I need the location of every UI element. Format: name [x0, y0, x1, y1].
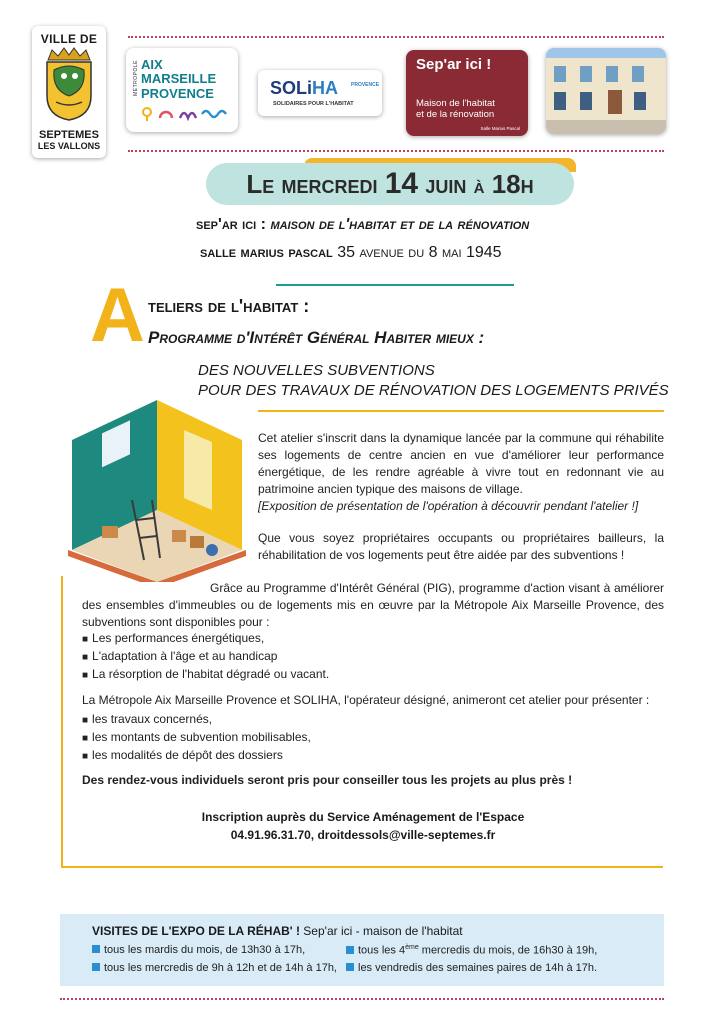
ville-logo-top: VILLE DE [40, 32, 98, 46]
bullet-square-icon [346, 963, 354, 971]
metropole-line3: PROVENCE [141, 86, 214, 101]
headline-day-number: 14 [384, 167, 419, 200]
soliha-name [270, 78, 338, 99]
visit-item [92, 962, 337, 974]
separ-hall: Salle Marius Pascal [480, 126, 520, 131]
visit-item-text: tous les mercredis de 9h à 12h et de 14h à 17h, [104, 962, 337, 974]
hall-name: salle marius pascal [200, 244, 333, 261]
programme-title: Programme d'Intérêt Général Habiter mieux : [148, 328, 485, 347]
content-frame-left [61, 576, 63, 868]
visit-item [346, 962, 597, 974]
exposition-note: [Exposition de présentation de l'opération à découvrir pendant l'atelier !] [258, 499, 639, 513]
address-line [200, 244, 660, 262]
visit-item-sup: ème [405, 944, 419, 951]
soliha-logo [258, 70, 382, 116]
yellow-divider [258, 410, 664, 412]
visits-title [92, 924, 463, 938]
separ-subtitle-1: Maison de l'habitat [416, 98, 495, 109]
list-item: ■ les travaux concernés, [82, 711, 311, 729]
subtitle-line-1: DES NOUVELLES SUBVENTIONS [198, 362, 435, 379]
visit-item-text: mercredis du mois, de 16h30 à 19h, [418, 944, 598, 957]
content-frame-bottom [61, 866, 663, 868]
street-address: 35 avenue du 8 mai 1945 [337, 244, 502, 261]
separ-subtitle-2: et de la rénovation [416, 109, 495, 120]
subtitle-line-2: POUR DES TRAVAUX DE RÉNOVATION DES LOGEMENTS PRIVÉS [198, 382, 669, 399]
visit-item-text: tous les mardis du mois, de 13h30 à 17h, [104, 944, 306, 956]
soliha-provence: PROVENCE [351, 82, 380, 88]
subsidy-list [82, 630, 329, 684]
intro-text: Cet atelier s'inscrit dans la dynamique lancée par la commune qui réhabilite ses logements de centre ancien en vue d'améliorer leur performance énergétique, de les rendre agréable à vivre tout en redonnant vie au patrimoine ancien typique des maisons de village. [258, 431, 664, 496]
separ-ici-logo [406, 50, 528, 136]
bullet-square-icon [346, 946, 354, 954]
soliha-tagline: SOLIDAIRES POUR L'HABITAT [273, 101, 354, 107]
headline-day-label: Le mercredi [246, 169, 378, 199]
bottom-dotted-rule [60, 998, 664, 1000]
soliha-name-a: SOLi [270, 78, 313, 98]
bullet-square-icon [92, 945, 100, 953]
visit-item [92, 944, 305, 956]
visits-title-rest: Sep'ar ici - maison de l'habitat [299, 924, 463, 938]
soliha-name-b: HA [312, 78, 339, 98]
topics-list [82, 711, 311, 765]
renovation-room-illustration [62, 400, 252, 582]
inscription-line: Inscription auprès du Service Aménagement de l'Espace [201, 810, 525, 824]
ateliers-title: teliers de l'habitat : [148, 296, 310, 316]
appointments-note: Des rendez-vous individuels seront pris pour conseiller tous les projets au plus près ! [82, 773, 573, 787]
intro-paragraph [258, 430, 664, 515]
ville-logo-sub: LES VALLONS [37, 141, 101, 151]
metropole-line1: AIX [141, 57, 163, 72]
ville-logo-name: SEPTEMES [39, 129, 99, 141]
list-item: ■ les modalités de dépôt des dossiers [82, 747, 311, 765]
visit-item [346, 944, 597, 957]
separ-title: Sep'ar ici ! [416, 56, 492, 73]
pig-paragraph: Grâce au Programme d'Intérêt Général (PIG), programme d'action visant à améliorer des ensembles d'immeubles ou de logements mis en œuvre par la Métropole Aix Marseille Provence, des subventions sont disponibles pour : [82, 581, 664, 629]
metropole-label: MÉTROPOLE [133, 60, 139, 96]
metropole-line2: MARSEILLE [141, 71, 217, 86]
list-item: ■ Les performances énergétiques, [82, 630, 329, 648]
headline-a: à [473, 173, 485, 198]
owners-paragraph: Que vous soyez propriétaires occupants ou propriétaires bailleurs, la réhabilitation de vos logements peut être aidée par des subventions ! [258, 531, 664, 562]
headline-month: juin [425, 169, 467, 199]
ville-logo [32, 26, 106, 158]
list-item: ■ L'adaptation à l'âge et au handicap [82, 648, 329, 666]
visit-item-text: tous les 4 [358, 944, 406, 957]
visit-item-text: les vendredis des semaines paires de 14h à 17h. [358, 962, 598, 974]
presenters-paragraph: La Métropole Aix Marseille Provence et SOLIHA, l'opérateur désigné, animeront cet atelier pour présenter : [82, 693, 650, 707]
list-item: ■ La résorption de l'habitat dégradé ou vacant. [82, 666, 329, 684]
headline-time: 18h [491, 169, 534, 199]
teal-divider [276, 284, 514, 286]
drop-cap-letter: A [90, 273, 145, 358]
metropole-waves-icon [142, 106, 228, 122]
top-dotted-rule [128, 36, 664, 38]
venue-name: sep'ar ici : [196, 216, 266, 233]
venue-line [196, 216, 656, 234]
event-date-headline [206, 163, 574, 205]
bullet-square-icon [92, 963, 100, 971]
metropole-logo [126, 48, 238, 132]
separ-subtitle [416, 98, 495, 120]
list-item: ■ les montants de subvention mobilisables, [82, 729, 311, 747]
building-photo [546, 48, 666, 134]
building-illustration-icon [546, 48, 666, 134]
coat-of-arms-icon [42, 46, 96, 122]
visits-title-bold: VISITES DE L'EXPO DE LA RÉHAB' ! [92, 924, 300, 938]
contact-line[interactable]: 04.91.96.31.70, droitdessols@ville-septemes.fr [230, 828, 496, 842]
header-dotted-rule [128, 150, 664, 152]
venue-description: maison de l'habitat et de la rénovation [270, 216, 530, 233]
